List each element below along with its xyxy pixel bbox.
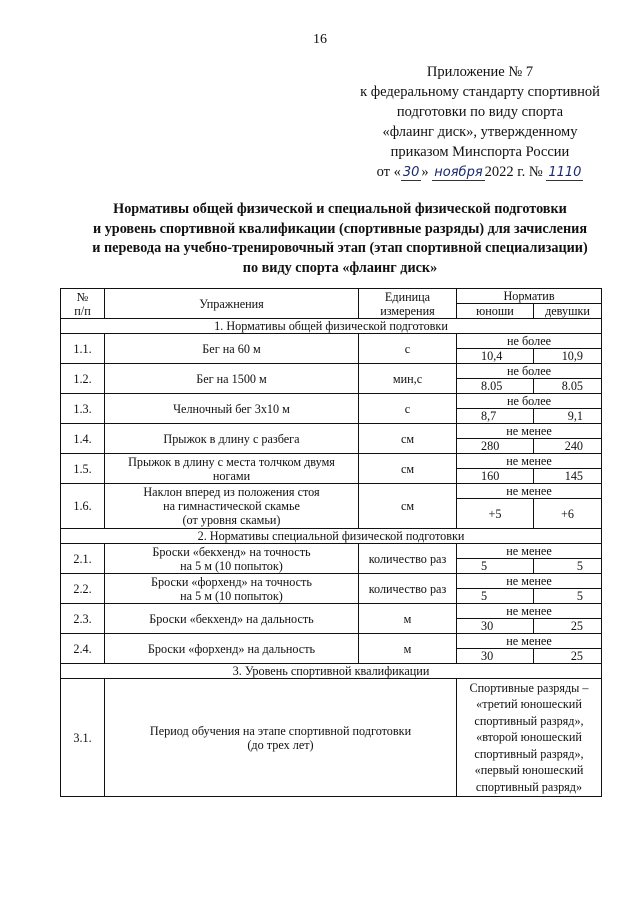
- title-line-3: и перевода на учебно-тренировочный этап (этап спортивной специализации): [92, 240, 588, 256]
- section-1-heading: 1. Нормативы общей физической подготовки: [61, 319, 602, 334]
- table-row: [61, 574, 602, 589]
- approval-line-4: «флаинг диск», утвержденному: [382, 124, 578, 140]
- table-row: [61, 334, 602, 349]
- exercise-name: Броски «бекхенд» на точность на 5 м (10 попыток): [105, 544, 359, 574]
- title-line-4: по виду спорта «флаинг диск»: [242, 259, 438, 276]
- table-row: [61, 484, 602, 499]
- girls-value: 10,9: [534, 349, 602, 364]
- unit: количество раз: [359, 544, 457, 574]
- table-row: [61, 679, 602, 797]
- order-number: 1110: [548, 165, 582, 180]
- date-month: ноября: [434, 165, 483, 180]
- norm-condition: не более: [457, 364, 602, 379]
- exercise-name: Бег на 60 м: [105, 334, 359, 364]
- boys-value: 8,7: [457, 409, 534, 424]
- row-number: 2.3.: [61, 604, 105, 634]
- norm-condition: не более: [457, 394, 602, 409]
- unit: с: [359, 394, 457, 424]
- approval-block: [340, 62, 620, 183]
- qualification-norm: Спортивные разряды – «третий юношеский спортивный разряд», «второй юношеский спортивный разряд», «первый юношеский спортивный разряд»: [457, 679, 602, 797]
- boys-value: 8.05: [457, 379, 534, 394]
- unit: мин,с: [359, 364, 457, 394]
- approval-date-line: [340, 162, 620, 183]
- norm-condition: не более: [457, 334, 602, 349]
- table-row: [61, 634, 602, 649]
- row-number: 1.1.: [61, 334, 105, 364]
- girls-value: 25: [534, 619, 602, 634]
- boys-value: 160: [457, 469, 534, 484]
- norm-condition: не менее: [457, 544, 602, 559]
- title-line-1: Нормативы общей физической и специальной физической подготовки: [113, 201, 567, 217]
- row-number: 1.5.: [61, 454, 105, 484]
- unit: см: [359, 424, 457, 454]
- date-day: 30: [402, 165, 420, 180]
- norm-condition: не менее: [457, 484, 602, 499]
- table-row: [61, 454, 602, 469]
- unit: количество раз: [359, 574, 457, 604]
- table-row: [61, 364, 602, 379]
- table-row: [61, 424, 602, 439]
- row-number: 1.2.: [61, 364, 105, 394]
- section-2-heading: 2. Нормативы специальной физической подготовки: [61, 529, 602, 544]
- boys-value: 10,4: [457, 349, 534, 364]
- girls-value: 145: [534, 469, 602, 484]
- row-number: 3.1.: [61, 679, 105, 797]
- girls-value: 240: [534, 439, 602, 454]
- date-mid: »: [421, 164, 433, 180]
- unit: см: [359, 484, 457, 529]
- boys-value: 5: [457, 559, 534, 574]
- exercise-name: Челночный бег 3x10 м: [105, 394, 359, 424]
- header-num: № п/п: [61, 289, 105, 319]
- boys-value: 30: [457, 619, 534, 634]
- girls-value: 8.05: [534, 379, 602, 394]
- approval-line-3: подготовки по виду спорта: [396, 104, 564, 120]
- qualification-period: Период обучения на этапе спортивной подготовки (до трех лет): [105, 679, 457, 797]
- approval-line-1: Приложение № 7: [426, 64, 534, 80]
- header-exercise: Упражнения: [105, 289, 359, 319]
- unit: м: [359, 634, 457, 664]
- header-norm: Норматив: [457, 289, 602, 304]
- girls-value: +6: [534, 499, 602, 529]
- table-row: [61, 394, 602, 409]
- unit: м: [359, 604, 457, 634]
- row-number: 2.4.: [61, 634, 105, 664]
- boys-value: 5: [457, 589, 534, 604]
- approval-line-2: к федеральному стандарту спортивной: [360, 84, 600, 100]
- exercise-name: Прыжок в длину с разбега: [105, 424, 359, 454]
- exercise-name: Прыжок в длину с места толчком двумя ногами: [105, 454, 359, 484]
- table-row: [61, 604, 602, 619]
- norms-table: [60, 288, 602, 797]
- row-number: 2.2.: [61, 574, 105, 604]
- title-line-2: и уровень спортивной квалификации (спортивные разряды) для зачисления: [92, 220, 587, 237]
- header-boys: юноши: [457, 304, 534, 319]
- norm-condition: не менее: [457, 454, 602, 469]
- row-number: 1.6.: [61, 484, 105, 529]
- norm-condition: не менее: [457, 574, 602, 589]
- girls-value: 25: [534, 649, 602, 664]
- row-number: 1.4.: [61, 424, 105, 454]
- boys-value: +5: [457, 499, 534, 529]
- date-prefix: от «: [376, 164, 401, 180]
- boys-value: 30: [457, 649, 534, 664]
- unit: с: [359, 334, 457, 364]
- girls-value: 5: [534, 559, 602, 574]
- page-number: 16: [313, 32, 327, 47]
- norm-condition: не менее: [457, 604, 602, 619]
- section-3-heading: 3. Уровень спортивной квалификации: [61, 664, 602, 679]
- exercise-name: Бег на 1500 м: [105, 364, 359, 394]
- date-year: 2022 г. №: [484, 164, 543, 180]
- exercise-name: Броски «бекхенд» на дальность: [105, 604, 359, 634]
- document-title: [50, 200, 630, 278]
- header-girls: девушки: [534, 304, 602, 319]
- girls-value: 9,1: [534, 409, 602, 424]
- exercise-name: Броски «форхенд» на точность на 5 м (10 попыток): [105, 574, 359, 604]
- exercise-name: Броски «форхенд» на дальность: [105, 634, 359, 664]
- boys-value: 280: [457, 439, 534, 454]
- exercise-name: Наклон вперед из положения стоя на гимнастической скамье (от уровня скамьи): [105, 484, 359, 529]
- row-number: 2.1.: [61, 544, 105, 574]
- header-unit: Единица измерения: [359, 289, 457, 319]
- table-row: [61, 544, 602, 559]
- unit: см: [359, 454, 457, 484]
- approval-line-5: приказом Минспорта России: [390, 144, 570, 160]
- norm-condition: не менее: [457, 634, 602, 649]
- row-number: 1.3.: [61, 394, 105, 424]
- girls-value: 5: [534, 589, 602, 604]
- norm-condition: не менее: [457, 424, 602, 439]
